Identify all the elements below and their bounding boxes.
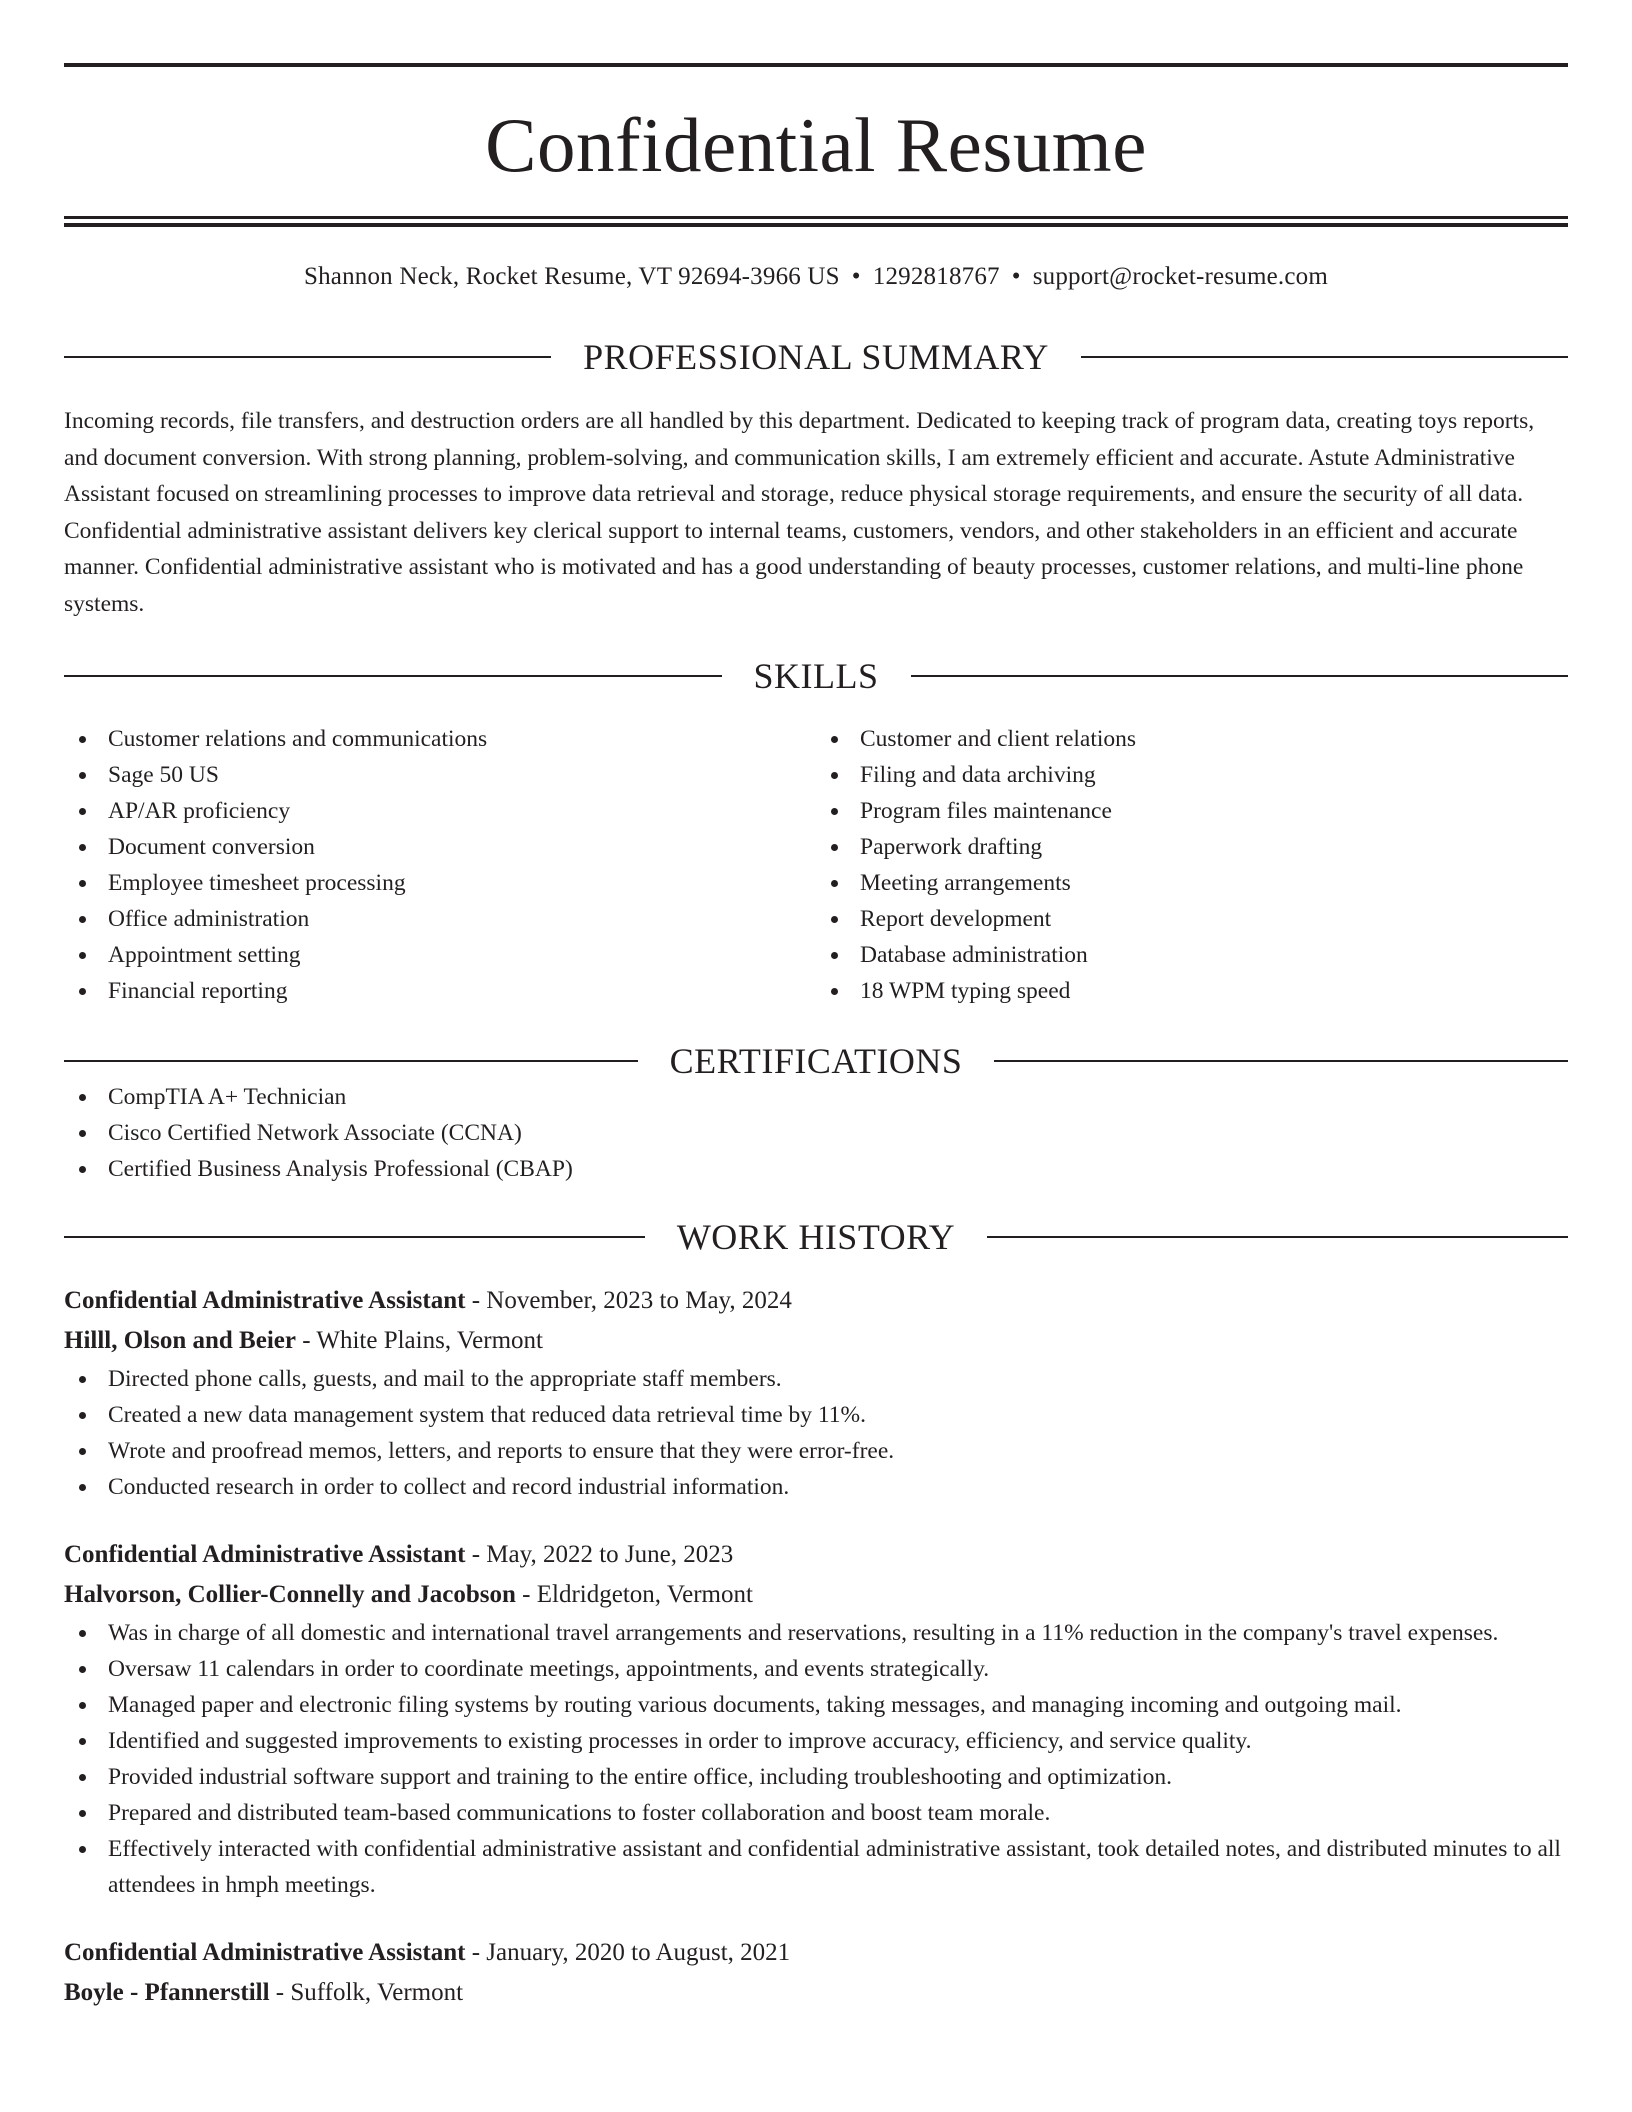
heading-rule-right — [911, 675, 1569, 677]
work-history-heading-title: WORK HISTORY — [676, 1217, 956, 1257]
skill-item: Document conversion — [64, 829, 816, 865]
contact-line — [64, 264, 1568, 289]
skill-item: Office administration — [64, 901, 816, 937]
job-company: Boyle - Pfannerstill — [64, 1979, 270, 2006]
skill-item: Employee timesheet processing — [64, 865, 816, 901]
contact-phone: 1292818767 — [872, 263, 1000, 290]
summary-heading-title: PROFESSIONAL SUMMARY — [583, 337, 1049, 377]
heading-rule-left — [64, 356, 551, 358]
job-dates: January, 2020 to August, 2021 — [486, 1939, 791, 1966]
job-title: Confidential Administrative Assistant — [64, 1541, 466, 1568]
job-duty: Provided industrial software support and training to the entire office, including troubleshooting and optimization. — [64, 1759, 1568, 1795]
job-duty: Prepared and distributed team-based communications to foster collaboration and boost team morale. — [64, 1795, 1568, 1831]
certification-item: Certified Business Analysis Professional (CBAP) — [64, 1151, 1568, 1187]
heading-rule-left — [64, 675, 722, 677]
certifications-heading — [64, 1043, 1568, 1079]
job-title: Confidential Administrative Assistant — [64, 1939, 466, 1966]
skill-item: Filing and data archiving — [816, 757, 1568, 793]
job-company-line: Hilll, Olson and Beier - White Plains, Vermont — [64, 1327, 543, 1354]
job-entry — [64, 1281, 1568, 1505]
skills-heading — [64, 658, 1568, 694]
contact-separator: • — [851, 263, 861, 290]
contact-address: Shannon Neck, Rocket Resume, VT 92694-3966 US — [303, 263, 840, 290]
certification-item: Cisco Certified Network Associate (CCNA) — [64, 1115, 1568, 1151]
job-company: Halvorson, Collier-Connelly and Jacobson — [64, 1581, 516, 1608]
skill-item: Program files maintenance — [816, 793, 1568, 829]
skill-item: Customer and client relations — [816, 721, 1568, 757]
job-duty: Wrote and proofread memos, letters, and reports to ensure that they were error-free. — [64, 1433, 1568, 1469]
job-duties — [64, 1361, 1568, 1505]
job-location: White Plains, Vermont — [316, 1327, 543, 1354]
summary-text: Incoming records, file transfers, and destruction orders are all handled by this department. Dedicated to keeping track of program data, creating toys reports, and document conversion. With strong planning, problem-solving, and communication skills, I am extremely efficient and accurate. Astute Administrative Assistant focused on streamlining processes to improve data retrieval and storage, reduce physical storage requirements, and ensure the security of all data. Confidential administrative assistant delivers key clerical support to internal teams, customers, vendors, and other stakeholders in an efficient and accurate manner. Confidential administrative assistant who is motivated and has a good understanding of beauty processes, customer relations, and multi-line phone systems. — [64, 408, 1535, 617]
job-company: Hilll, Olson and Beier — [64, 1327, 296, 1354]
skills-columns — [64, 721, 1568, 1009]
skill-item: Paperwork drafting — [816, 829, 1568, 865]
certifications-heading-title: CERTIFICATIONS — [669, 1041, 963, 1081]
heading-rule-left — [64, 1236, 645, 1238]
job-title-line: Confidential Administrative Assistant - May, 2022 to June, 2023 — [64, 1541, 734, 1568]
certifications-list — [64, 1079, 1568, 1187]
job-entry — [64, 1933, 1568, 2013]
job-location: Suffolk, Vermont — [290, 1979, 464, 2006]
job-company-line: Boyle - Pfannerstill - Suffolk, Vermont — [64, 1979, 464, 2006]
job-duty: Directed phone calls, guests, and mail to the appropriate staff members. — [64, 1361, 1568, 1397]
job-duty: Was in charge of all domestic and international travel arrangements and reservations, resulting in a 11% reduction in the company's travel expenses. — [64, 1615, 1568, 1651]
skills-heading-title: SKILLS — [753, 656, 879, 696]
work-history-heading — [64, 1219, 1568, 1255]
job-duty: Managed paper and electronic filing systems by routing various documents, taking messages, and managing incoming and outgoing mail. — [64, 1687, 1568, 1723]
name-double-rule — [64, 216, 1568, 227]
skill-item: Sage 50 US — [64, 757, 816, 793]
job-duty: Oversaw 11 calendars in order to coordinate meetings, appointments, and events strategically. — [64, 1651, 1568, 1687]
summary-heading — [64, 339, 1568, 375]
top-rule — [64, 63, 1568, 67]
skill-item: Appointment setting — [64, 937, 816, 973]
job-title-line: Confidential Administrative Assistant - November, 2023 to May, 2024 — [64, 1287, 792, 1314]
job-dates: May, 2022 to June, 2023 — [486, 1541, 734, 1568]
job-title: Confidential Administrative Assistant — [64, 1287, 466, 1314]
resume-name: Confidential Resume — [485, 102, 1147, 188]
skill-item: AP/AR proficiency — [64, 793, 816, 829]
heading-rule-right — [994, 1060, 1568, 1062]
heading-rule-right — [1081, 356, 1568, 358]
job-duty: Identified and suggested improvements to existing processes in order to improve accuracy, efficiency, and service quality. — [64, 1723, 1568, 1759]
skill-item: Database administration — [816, 937, 1568, 973]
skill-item: Report development — [816, 901, 1568, 937]
contact-separator: • — [1011, 263, 1021, 290]
job-company-line: Halvorson, Collier-Connelly and Jacobson - Eldridgeton, Vermont — [64, 1581, 753, 1608]
skills-list-left — [64, 721, 816, 1009]
job-duty: Conducted research in order to collect and record industrial information. — [64, 1469, 1568, 1505]
job-entry — [64, 1535, 1568, 1903]
job-duty: Effectively interacted with confidential administrative assistant and confidential administrative assistant, took detailed notes, and distributed minutes to all attendees in hmph meetings. — [64, 1831, 1568, 1903]
job-title-line: Confidential Administrative Assistant - January, 2020 to August, 2021 — [64, 1939, 791, 1966]
heading-rule-right — [987, 1236, 1568, 1238]
skill-item: Meeting arrangements — [816, 865, 1568, 901]
skill-item: 18 WPM typing speed — [816, 973, 1568, 1009]
heading-rule-left — [64, 1060, 638, 1062]
job-dates: November, 2023 to May, 2024 — [486, 1287, 792, 1314]
skill-item: Financial reporting — [64, 973, 816, 1009]
contact-email: support@rocket-resume.com — [1032, 263, 1328, 290]
job-duties — [64, 1615, 1568, 1903]
skills-list-right — [816, 721, 1568, 1009]
job-duty: Created a new data management system that reduced data retrieval time by 11%. — [64, 1397, 1568, 1433]
skill-item: Customer relations and communications — [64, 721, 816, 757]
job-location: Eldridgeton, Vermont — [536, 1581, 753, 1608]
certification-item: CompTIA A+ Technician — [64, 1079, 1568, 1115]
